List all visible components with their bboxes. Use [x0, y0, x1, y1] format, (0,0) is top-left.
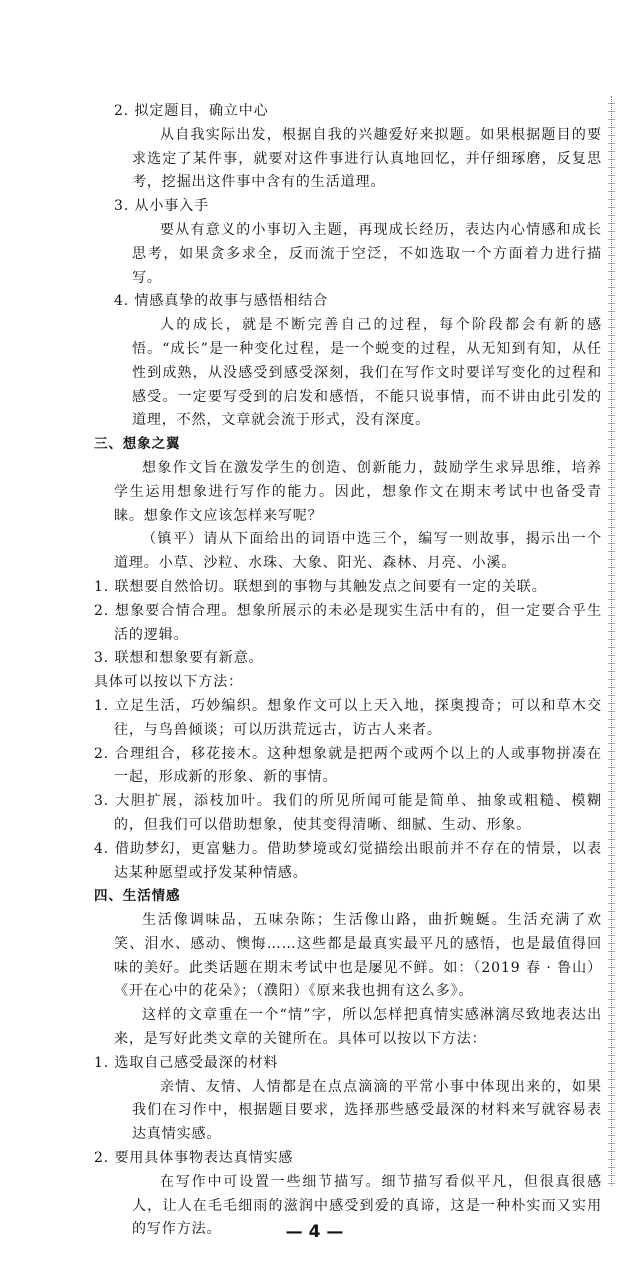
imagination-example: （镇平）请从下面给出的词语中选三个，编写一则故事，揭示出一个道理。小草、沙粒、水珠、大象、阳光、森林、月亮、小溪。 — [114, 531, 602, 572]
emotion-intro: 生活像调味品，五味杂陈；生活像山路，曲折蜿蜒。生活充满了欢笑、泪水、感动、懊悔……这些都是最真实最平凡的感悟，也是最值得回味的美好。此类话题在期末考试中也是屡见不鲜。如：（2019 春 · 鲁山）《开在心中的花朵》；（濮阳）《原来我也拥有这么多》。 — [114, 912, 602, 1000]
emotion-item-1-heading: 1. 选取自己感受最深的材料 — [94, 1054, 279, 1071]
page-content — [94, 100, 602, 1242]
growth-item-3-text: 要从有意义的小事切入主题，再现成长经历，表达内心情感和成长思考，如果贪多求全，反而流于空泛，不如选取一个方面着力进行描写。 — [132, 221, 602, 286]
growth-item-3-heading: 3. 从小事入手 — [114, 198, 210, 215]
imagination-intro: 想象作文旨在激发学生的创造、创新能力，鼓励学生求异思维，培养学生运用想象进行写作的能力。因此，想象作文在期末考试中也备受青睐。想象作文应该怎样来写呢？ — [114, 459, 602, 524]
growth-item-2-heading: 2. 拟定题目，确立中心 — [114, 103, 269, 119]
emotion-item-1-text: 亲情、友情、人情都是在点点滴滴的平常小事中体现出来的，如果我们在习作中，根据题目要求，选择那些感受最深的材料来写就容易表达真情实感。 — [132, 1078, 602, 1143]
emotion-item-2-heading: 2. 要用具体事物表达真情实感 — [94, 1150, 294, 1167]
section-3-heading: 三、想象之翼 — [94, 436, 181, 453]
imagination-requirement-2: 2. 想象要合情合理。想象所展示的未必是现实生活中有的，但一定要合乎生活的逻辑。 — [94, 602, 602, 643]
imagination-method-4: 4. 借助梦幻，更富魅力。借助梦境或幻觉描绘出眼前并不存在的情景，以表达某种愿望或抒发某种情感。 — [94, 840, 602, 881]
emotion-item-2-text: 在写作中可设置一些细节描写。细节描写看似平凡，但很真很感人，让人在毛毛细雨的滋润中感受到爱的真谛，这是一种朴实而又实用的写作方法。 — [132, 1173, 602, 1238]
imagination-method-3: 3. 大胆扩展，添枝加叶。我们的所见所闻可能是简单、抽象或粗糙、模糊的，但我们可以借助想象，使其变得清晰、细腻、生动、形象。 — [94, 793, 602, 833]
margin-tick-marks — [608, 96, 615, 1186]
imagination-requirement-1: 1. 联想要自然恰切。联想到的事物与其触发点之间要有一定的关联。 — [94, 578, 547, 595]
imagination-requirement-3: 3. 联想和想象要有新意。 — [94, 650, 264, 667]
page-number: — 4 — — [285, 1222, 344, 1242]
growth-item-4-text: 人的成长，就是不断完善自己的过程，每个阶段都会有新的感悟。“成长”是一种变化过程，是一个蜕变的过程，从无知到有知，从任性到成熟，从没感受到感受深刻，我们在写作文时要详写变化的过程和感受。一定要写受到的启发和感悟，不能只说事情，而不讲由此引发的道理，不然，文章就会流于形式，没有深度。 — [132, 317, 602, 429]
imagination-methods-label: 具体可以按以下方法： — [94, 674, 243, 691]
emotion-intro-2: 这样的文章重在一个“情”字，所以怎样把真情实感淋漓尽致地表达出来，是写好此类文章的关键所在。具体可以按以下方法： — [114, 1007, 602, 1048]
growth-item-4-heading: 4. 情感真挚的故事与感悟相结合 — [114, 293, 329, 310]
imagination-method-1: 1. 立足生活，巧妙编织。想象作文可以上天入地，探奥搜奇；可以和草木交往，与鸟兽倾谈；可以历洪荒远古，访古人来者。 — [94, 697, 602, 738]
imagination-method-2: 2. 合理组合，移花接木。这种想象就是把两个或两个以上的人或事物拼凑在一起，形成新的形象、新的事情。 — [94, 745, 602, 786]
section-4-heading: 四、生活情感 — [94, 888, 181, 905]
growth-item-2-text: 从自我实际出发，根据自我的兴趣爱好来拟题。如果根据题目的要求选定了某件事，就要对这件事进行认真地回忆，并仔细琢磨，反复思考，挖掘出这件事中含有的生活道理。 — [132, 126, 602, 191]
